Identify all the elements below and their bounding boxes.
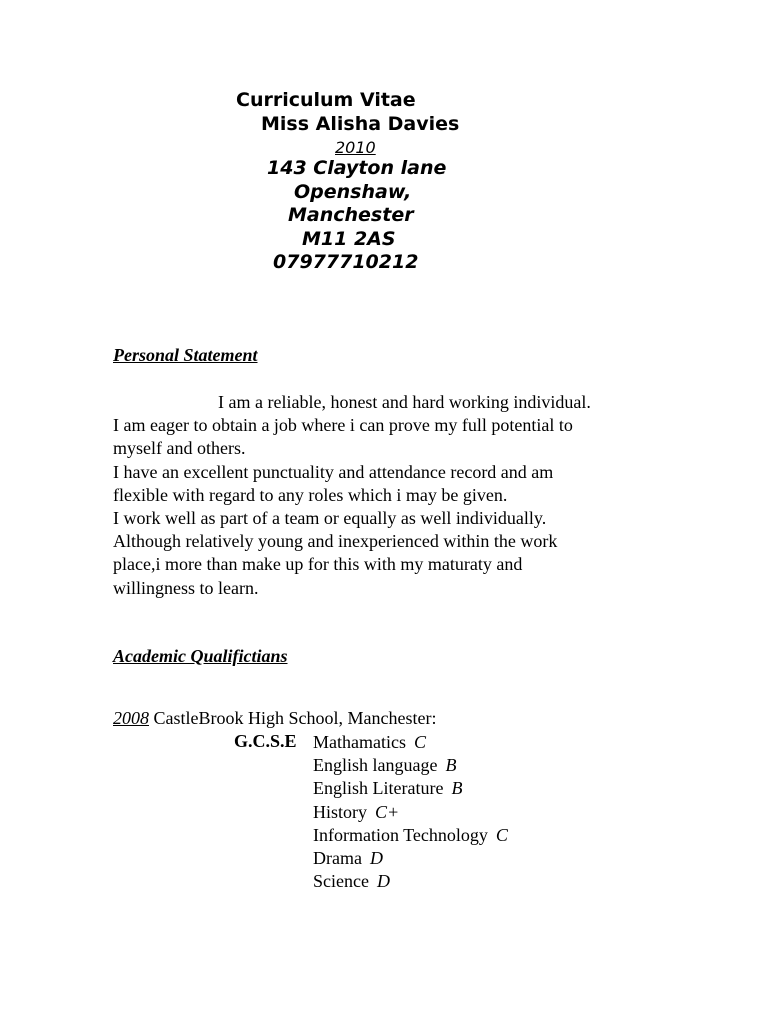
- subject-grade: C: [413, 732, 426, 752]
- school-entry: [113, 708, 436, 729]
- subject-row: [313, 801, 508, 824]
- personal-statement-body: [113, 391, 653, 600]
- subject-grade: C+: [375, 801, 400, 822]
- personal-statement-heading: Personal Statement: [113, 345, 258, 365]
- subject-row: [313, 731, 508, 754]
- statement-line: I work well as part of a team or equally as well individually.: [113, 508, 547, 529]
- address-line-3: Manchester: [288, 204, 414, 226]
- candidate-name: Miss Alisha Davies: [261, 113, 460, 135]
- phone-number: 07977710212: [273, 251, 419, 273]
- school-name: CastleBrook High School, Manchester:: [153, 708, 437, 728]
- statement-line: Although relatively young and inexperienced within the work: [113, 531, 558, 552]
- subject-row: [313, 824, 508, 847]
- statement-line: place,i more than make up for this with my maturaty and: [113, 554, 523, 575]
- school-year: 2008: [113, 708, 149, 728]
- subject-row: [313, 870, 508, 893]
- subject-list: [313, 731, 508, 893]
- subject-row: [313, 847, 508, 870]
- subject-row: [313, 777, 508, 800]
- subject-grade: B: [445, 755, 457, 776]
- subject-name: History: [313, 801, 367, 822]
- subject-grade: B: [451, 778, 463, 799]
- statement-line: I am eager to obtain a job where i can prove my full potential to: [113, 415, 573, 436]
- address-line-1: 143 Clayton lane: [267, 157, 447, 179]
- address-postcode: M11 2AS: [302, 228, 396, 250]
- subject-grade: D: [369, 848, 383, 869]
- statement-line: willingness to learn.: [113, 577, 259, 598]
- subject-grade: D: [376, 871, 390, 892]
- cv-year: 2010: [335, 138, 376, 157]
- statement-line: myself and others.: [113, 438, 246, 459]
- statement-line: flexible with regard to any roles which i may be given.: [113, 484, 508, 505]
- statement-line: I am a reliable, honest and hard working individual.: [218, 392, 591, 412]
- subject-name: Drama: [313, 848, 362, 869]
- subject-name: English language: [313, 755, 438, 776]
- subject-grade: C: [495, 824, 508, 845]
- subject-name: Mathamatics: [313, 732, 406, 752]
- subject-name: Science: [313, 871, 369, 892]
- qualification-label: G.C.S.E: [234, 731, 297, 751]
- subject-name: English Literature: [313, 778, 444, 799]
- subject-row: [313, 754, 508, 777]
- address-line-2: Openshaw,: [294, 181, 412, 203]
- academic-qualifications-heading: Academic Qualifictians: [113, 646, 288, 666]
- statement-line: I have an excellent punctuality and attendance record and am: [113, 461, 554, 482]
- subject-name: Information Technology: [313, 824, 488, 845]
- cv-title: Curriculum Vitae: [236, 89, 416, 111]
